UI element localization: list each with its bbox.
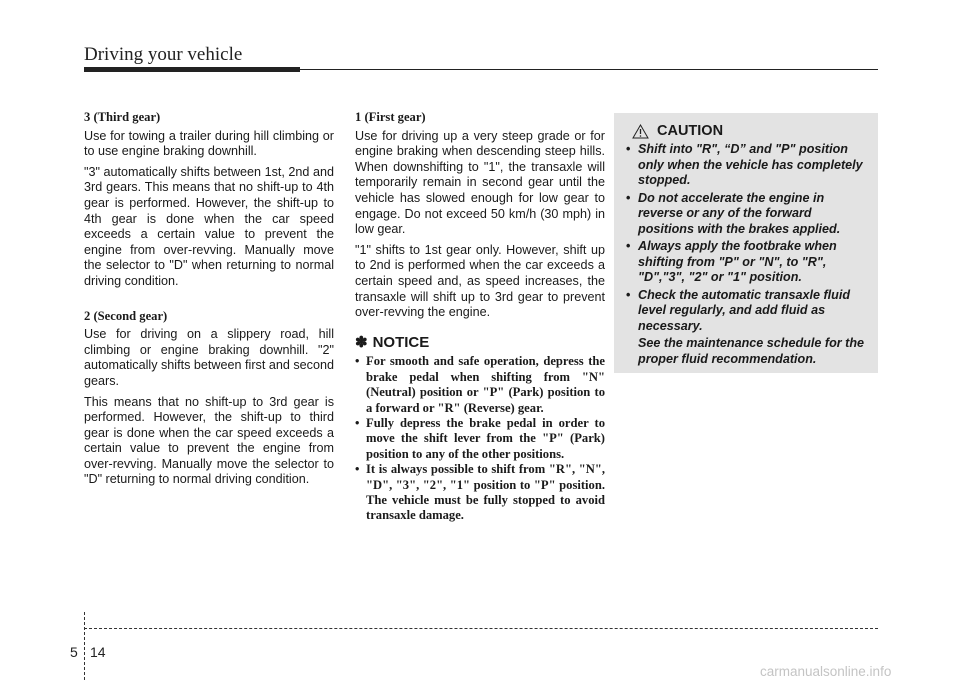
notice-list [355,354,605,523]
third-gear-paragraph-1: Use for towing a trailer during hill climbing or to use engine braking downhill. [84,128,334,159]
second-gear-paragraph-1: Use for driving on a slippery road, hill climbing or engine braking downhill. "2" automatically shifts between first and second gears. [84,327,334,388]
caution-box [614,113,878,373]
bullet-icon: • [626,142,631,156]
asterisk-icon: ✽ [355,333,368,351]
page-number: 14 [90,644,106,660]
notice-item: • Fully depress the brake pedal in order to move the shift lever from the "P" (Park) position to any of the other positions. [355,415,605,461]
header-bar [84,67,300,72]
notice-item: • It is always possible to shift from "R", "N", "D", "3", "2", "1" position to "P" position. The vehicle must be fully stopped to avoid transaxle damage. [355,462,605,523]
caution-item: • Shift into "R", “D” and "P" position only when the vehicle has completely stopped. [626,142,863,187]
bullet-icon: • [626,239,631,253]
footer-horizontal-rule [84,628,878,629]
caution-item: • Do not accelerate the engine in reverse or any of the forward positions with the brakes applied. [626,190,841,236]
caution-item: • Always apply the footbrake when shifting from "P" or "N", to "R", "D","3", "2" or "1" position. [626,239,837,284]
column-left [84,110,334,493]
column-middle [355,110,605,524]
third-gear-paragraph-2: "3" automatically shifts between 1st, 2nd and 3rd gears. This means that no shift-up to 4th gear is performed. However, the shift-up to 4th gear is done when the car speed exceeds a certain value to prevent the engine from over-revving. Manually move the selector to "D" when returning to normal driving condition. [84,164,334,288]
first-gear-heading: 1 (First gear) [355,110,426,124]
caution-heading [632,123,868,139]
chapter-number: 5 [70,644,78,660]
notice-heading [355,335,605,351]
bullet-icon: • [626,287,631,302]
warning-triangle-icon [632,124,649,139]
caution-list [626,142,868,367]
bullet-icon: • [355,462,360,477]
bullet-icon: • [355,354,360,369]
notice-item: • For smooth and safe operation, depress the brake pedal when shifting from "N" (Neutral) position or "P" (Park) position to a forward or "R" (Reverse) gear. [355,354,605,415]
caution-item: • Check the automatic transaxle fluid level regularly, and add fluid as necessary. See the maintenance schedule for the proper fluid recommendation. [626,288,868,368]
watermark: carmanualsonline.info [760,664,892,679]
header-rule [300,69,878,70]
caution-title: CAUTION [657,123,724,139]
caution-item-note: See the maintenance schedule for the proper fluid recommendation. [638,336,865,366]
second-gear-paragraph-2: This means that no shift-up to 3rd gear is performed. However, the shift-up to third gear is done when the car speed exceeds a certain value to prevent the engine from over-revving. Manually move the selector to "D" returning to normal driving condition. [84,394,334,487]
page-header-title: Driving your vehicle [84,44,243,65]
first-gear-paragraph-1: Use for driving up a very steep grade or for engine braking when descending steep hills. When downshifting to "1", the transaxle will temporarily remain in second gear until the vehicle has slowed enough for low gear to engage. Do not exceed 50 km/h (30 mph) in low gear. [355,128,605,237]
third-gear-heading: 3 (Third gear) [84,110,161,124]
first-gear-paragraph-2: "1" shifts to 1st gear only. However, shift up to 2nd is performed when the car exceeds a certain speed and, as speed increases, the transaxle will shift up to 3rd gear to prevent over-revving the engine. [355,242,605,320]
footer-vertical-rule [84,612,85,680]
notice-title: NOTICE [372,333,430,351]
bullet-icon: • [626,190,631,205]
bullet-icon: • [355,415,360,430]
second-gear-heading: 2 (Second gear) [84,308,168,323]
